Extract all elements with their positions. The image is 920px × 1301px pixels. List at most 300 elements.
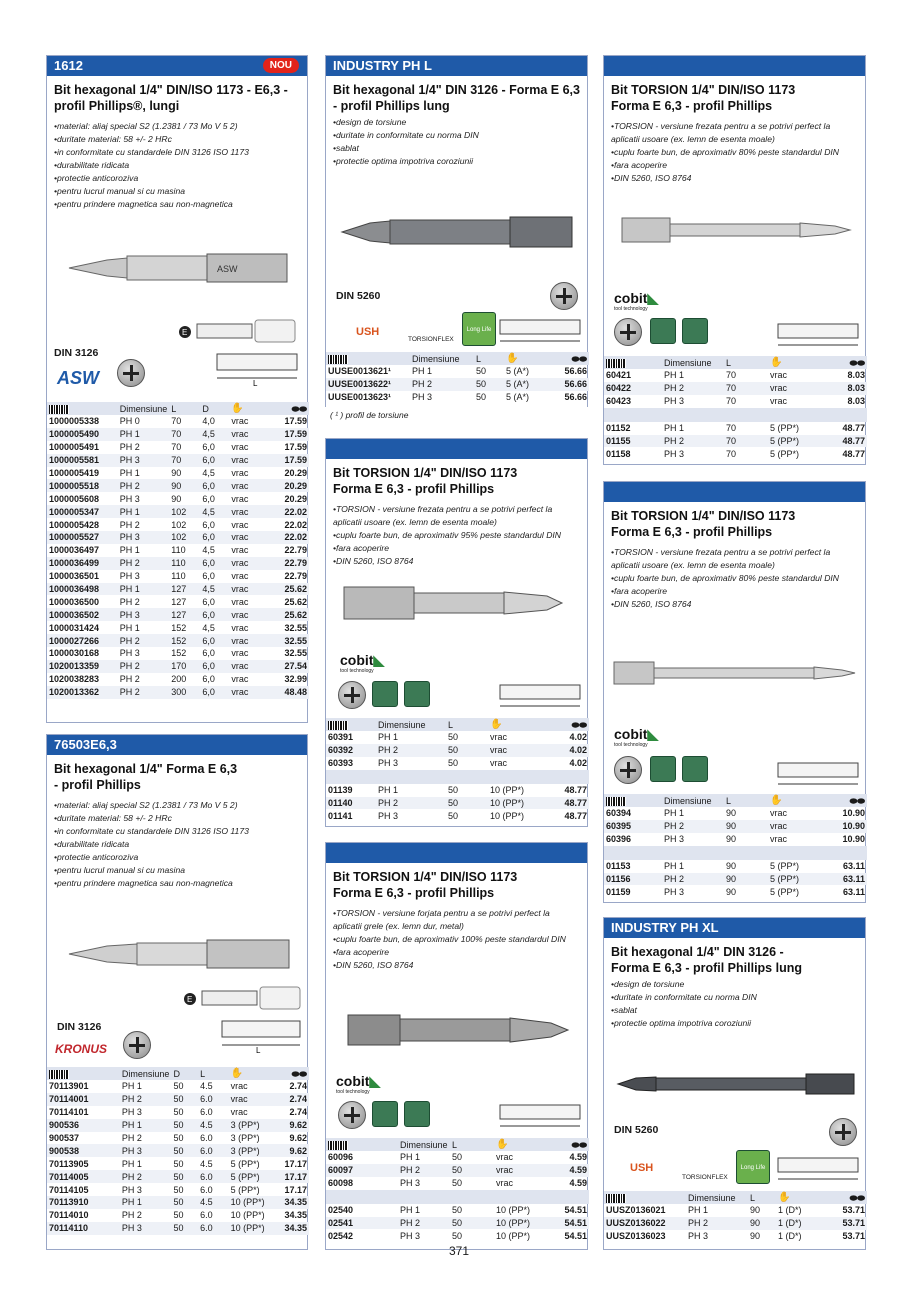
col-length: L [724, 356, 768, 369]
table-row [604, 422, 867, 435]
product-code: 60396 [606, 834, 632, 845]
product-code: 02542 [328, 1230, 354, 1241]
table-body [326, 365, 589, 404]
feature-item: • design de torsiune [611, 978, 858, 991]
table-row [47, 1144, 309, 1157]
product-card-torsion-70 [603, 55, 866, 465]
table-cell: PH 1 [118, 583, 170, 596]
table-cell: 127 [169, 583, 200, 596]
price: 53.71 [842, 1231, 865, 1242]
din-standard: DIN 5260 [336, 290, 381, 302]
price: 2.74 [289, 1107, 307, 1118]
price: 25.62 [284, 596, 307, 607]
table-cell: 50 [173, 1184, 184, 1195]
table-header [326, 1138, 589, 1151]
price: 2.74 [289, 1081, 307, 1092]
table-cell: 3 (PP*) [229, 1144, 271, 1157]
table-cell: 4,0 [202, 416, 215, 427]
table-cell: 5 (PP*) [768, 435, 830, 448]
price: 48.77 [830, 435, 867, 448]
col-length: L [198, 1067, 229, 1080]
col-dimension: Dimensiune [662, 794, 724, 807]
price: 10.90 [842, 808, 865, 819]
col-diameter: D [200, 402, 229, 415]
table-cell: 5 (PP*) [230, 1184, 260, 1195]
cobit-flag-icon: ◣ [647, 726, 659, 742]
product-title: Bit hexagonal 1/4" DIN/ISO 1173 - E6,3 - profil Phillips®, lungi [54, 83, 288, 113]
table-cell: 50 [171, 1196, 198, 1209]
price: 4.59 [552, 1164, 589, 1177]
product-code: UUSE0013623¹ [328, 392, 392, 403]
table-body [604, 1204, 867, 1243]
table-cell: PH 3 [118, 454, 170, 467]
table-cell: PH 1 [400, 1152, 421, 1163]
hand-icon: ✋ [768, 794, 830, 807]
product-code: 01156 [604, 873, 662, 886]
col-dimension: Dimensiune [410, 352, 474, 365]
product-code: 1020013359 [47, 660, 118, 673]
table-cell: vrac [229, 454, 266, 467]
col-dimension: Dimensiune [686, 1191, 748, 1204]
table-cell: 5 (A*) [504, 378, 548, 391]
table-cell: 6,0 [200, 660, 229, 673]
table-cell: PH 2 [119, 442, 140, 453]
cobit-name: cobit [336, 1073, 370, 1089]
table-cell: PH 3 [664, 886, 685, 897]
table-cell: PH 3 [120, 1222, 172, 1235]
table-cell: 50 [171, 1093, 198, 1106]
table-cell: 70 [169, 428, 200, 441]
table-cell: PH 1 [121, 1081, 142, 1092]
table-cell: vrac [231, 468, 249, 478]
price: 32.55 [266, 634, 309, 647]
table-body [326, 1151, 589, 1242]
product-code: 1000036497 [49, 545, 100, 556]
table-cell: 4.5 [200, 1158, 213, 1169]
table-cell: 90 [726, 886, 737, 897]
table-row [47, 1093, 309, 1106]
bit-image [612, 660, 857, 686]
hand-icon: ✋ [229, 1067, 271, 1080]
table-cell: PH 3 [664, 448, 685, 459]
table-separator [604, 846, 867, 860]
table-cell: 4,5 [200, 428, 229, 441]
product-code: 70113910 [47, 1196, 120, 1209]
col-dimension: Dimensiune [398, 1138, 450, 1151]
table-cell: 6.0 [198, 1222, 229, 1235]
product-card-industry-ph-l [325, 55, 588, 420]
price: 34.35 [284, 1210, 307, 1221]
table-cell: 50 [446, 744, 488, 757]
table-cell: 200 [171, 674, 187, 685]
table-cell: PH 1 [400, 1205, 421, 1216]
table-cell: 10 (PP*) [496, 1230, 531, 1241]
feature-item: • protectie optima impotriva coroziunii [611, 1017, 858, 1030]
table-cell: PH 1 [118, 505, 170, 518]
product-code: 01152 [606, 423, 631, 434]
price: 4.59 [569, 1178, 587, 1189]
table-cell: 50 [171, 1119, 198, 1132]
price: 48.77 [564, 785, 587, 796]
feature-item: • duritate material: 58 +/- 2 HRc [54, 812, 300, 825]
price: 32.55 [284, 622, 307, 633]
product-code: UUSZ0136022 [604, 1217, 686, 1230]
table-cell: PH 3 [121, 1184, 142, 1195]
product-card-industry-ph-xl [603, 917, 866, 1250]
feature-list [604, 120, 865, 185]
table-cell: vrac [229, 608, 266, 621]
table-cell: 10 (PP*) [230, 1210, 265, 1221]
price-table [326, 352, 589, 404]
price: 17.59 [266, 428, 309, 441]
cobit-flag-icon: ◣ [369, 1073, 381, 1089]
forged-icon [404, 1101, 430, 1127]
cnc-icon [682, 756, 708, 782]
product-title: Bit TORSION 1/4" DIN/ISO 1173 Forma E 6,3 - profil Phillips [611, 83, 796, 113]
table-cell: 6,0 [200, 479, 229, 492]
table-cell: 50 [448, 810, 459, 821]
product-code: 01139 [328, 785, 353, 796]
table-row [47, 686, 309, 699]
table-cell: 70 [724, 435, 768, 448]
product-code: 1000005527 [47, 531, 118, 544]
hand-icon: ✋ [768, 356, 830, 369]
table-cell: 6,0 [202, 674, 215, 685]
price: 48.77 [546, 797, 589, 810]
ush-logo: USH [356, 326, 380, 338]
table-row [47, 479, 309, 492]
table-cell: PH 2 [686, 1217, 748, 1230]
product-card-torsion-50a [325, 438, 588, 827]
bit-image [67, 935, 292, 973]
table-cell: PH 1 [412, 366, 433, 377]
price: 4.59 [569, 1152, 587, 1163]
table-row [47, 454, 309, 467]
table-cell: 6,0 [200, 634, 229, 647]
feature-list [47, 120, 307, 211]
price: 17.17 [284, 1158, 307, 1169]
table-cell: vrac [229, 686, 266, 699]
table-cell: 90 [750, 1205, 761, 1216]
hand-icon: ✋ [488, 718, 546, 731]
table-cell: vrac [496, 1178, 514, 1189]
table-row [47, 647, 309, 660]
product-code: 1000005608 [49, 493, 100, 504]
product-title: Bit hexagonal 1/4" DIN 3126 - Forma E 6,3 - profil Phillips lung [333, 83, 580, 113]
cobit-logo [614, 726, 658, 743]
table-cell: vrac [231, 596, 249, 607]
table-cell: 6.0 [198, 1144, 229, 1157]
product-code: 60392 [326, 744, 376, 757]
dimension-diagram [776, 757, 861, 789]
table-cell: 90 [724, 873, 768, 886]
price: 27.54 [266, 660, 309, 673]
table-row [326, 1229, 589, 1242]
price: 53.71 [842, 1205, 865, 1216]
table-row [47, 1196, 309, 1209]
product-code: 1000036502 [47, 608, 118, 621]
table-cell: PH 3 [664, 834, 685, 845]
table-cell: 5 (PP*) [770, 423, 800, 434]
price-table [604, 794, 867, 898]
price: 34.35 [270, 1222, 309, 1235]
table-cell: vrac [230, 1107, 248, 1118]
table-cell: 4,5 [202, 622, 215, 633]
product-code: 70114010 [49, 1210, 89, 1221]
din-standard: DIN 3126 [57, 1021, 102, 1033]
table-cell: 50 [173, 1107, 184, 1118]
price: 22.02 [266, 505, 309, 518]
cobit-subtitle: tool technology [340, 668, 374, 674]
feature-list [326, 503, 587, 568]
table-cell: vrac [768, 382, 830, 395]
price: 32.55 [284, 648, 307, 659]
table-cell: PH 1 [119, 545, 140, 556]
svg-text:ASW: ASW [217, 264, 238, 274]
product-code: 1000005338 [49, 416, 100, 427]
feature-item: • cuplu foarte bun, de aproximativ 100% peste standardul DIN [333, 933, 580, 946]
table-row [604, 1204, 867, 1217]
table-cell: PH 2 [119, 596, 140, 607]
product-code: 60393 [328, 758, 354, 769]
feature-item: • DIN 5260, ISO 8764 [333, 959, 580, 972]
table-row [47, 531, 309, 544]
table-cell: 4,5 [200, 505, 229, 518]
table-cell: 6.0 [200, 1133, 213, 1143]
feature-list [326, 907, 587, 972]
table-header [47, 1067, 309, 1080]
feature-item: • durabilitate ridicata [54, 159, 300, 172]
price: 56.66 [564, 366, 587, 377]
table-cell: vrac [490, 732, 508, 743]
price: 9.62 [289, 1133, 307, 1143]
table-cell: 50 [476, 392, 487, 403]
price-table [604, 356, 867, 460]
table-cell: PH 3 [119, 493, 140, 504]
table-cell: 5 (PP*) [230, 1158, 260, 1169]
table-cell: PH 1 [664, 423, 685, 434]
table-row [326, 784, 589, 797]
product-code: 1000005518 [47, 479, 118, 492]
table-cell: 1 (D*) [778, 1231, 802, 1242]
product-code: 01155 [604, 435, 662, 448]
bit-image [342, 583, 564, 623]
product-code: 1000036501 [49, 571, 100, 582]
product-card-torsion-90 [603, 481, 866, 903]
product-code: 1000036500 [49, 596, 100, 607]
table-header [604, 794, 867, 807]
table-cell: vrac [770, 370, 788, 381]
table-cell: 6.0 [198, 1170, 229, 1183]
feature-list [326, 116, 587, 168]
cnc-icon [404, 681, 430, 707]
cobit-flag-icon: ◣ [647, 290, 659, 306]
table-separator [604, 408, 867, 422]
price: 9.62 [270, 1144, 309, 1157]
product-code: 02541 [326, 1217, 398, 1230]
table-cell: vrac [229, 660, 266, 673]
feature-item: • in conformitate cu standardele DIN 3126 ISO 1173 [54, 146, 300, 159]
table-cell: vrac [231, 674, 249, 685]
price: 48.77 [564, 810, 587, 821]
product-code: 70114101 [49, 1107, 89, 1118]
table-row [47, 1080, 309, 1093]
table-row [326, 1217, 589, 1230]
product-code: 60423 [606, 396, 632, 407]
table-row [47, 608, 309, 621]
table-row [604, 382, 867, 395]
feature-item: • protectie anticoroziva [54, 851, 300, 864]
table-header [326, 718, 589, 731]
table-header [326, 352, 589, 365]
product-code: 60395 [604, 820, 662, 833]
table-cell: 6.0 [200, 1184, 213, 1195]
dimension-diagram [498, 679, 583, 711]
coins-icon: ⬬⬬ [270, 1067, 309, 1080]
table-cell: 50 [173, 1081, 184, 1092]
torsion-icon [650, 318, 676, 344]
table-cell: 127 [171, 596, 187, 607]
price-table [47, 1067, 309, 1235]
card-header [326, 439, 587, 459]
table-cell: 70 [171, 416, 182, 427]
table-cell: 5 (PP*) [768, 873, 830, 886]
card-header [47, 56, 307, 76]
table-cell: PH 3 [412, 392, 433, 403]
table-row [326, 731, 589, 744]
table-header [604, 356, 867, 369]
table-cell: PH 2 [398, 1164, 450, 1177]
table-cell: 70 [726, 370, 737, 381]
table-cell: vrac [231, 519, 249, 530]
hand-icon: ✋ [229, 402, 266, 415]
price-table [326, 718, 589, 822]
feature-item: • sablat [333, 142, 580, 155]
cobit-logo [340, 652, 384, 669]
table-cell: PH 2 [410, 378, 474, 391]
col-length: L [748, 1191, 776, 1204]
table-cell: 50 [448, 758, 459, 769]
table-cell: 6,0 [202, 493, 215, 504]
price: 4.02 [546, 744, 589, 757]
table-cell: vrac [229, 479, 266, 492]
table-cell: PH 1 [664, 808, 685, 819]
table-cell: 70 [171, 442, 182, 453]
table-cell: PH 1 [664, 370, 685, 381]
feature-item: • fara acoperire [611, 159, 858, 172]
table-cell: 102 [169, 531, 200, 544]
product-code: 01159 [606, 886, 631, 897]
table-cell: 90 [169, 479, 200, 492]
table-cell: 110 [171, 545, 186, 556]
product-code: 70114001 [47, 1093, 120, 1106]
table-cell: PH 1 [118, 428, 170, 441]
table-cell: PH 2 [119, 674, 140, 685]
coins-icon: ⬬⬬ [830, 356, 867, 369]
product-code: 1000005581 [47, 454, 118, 467]
table-cell: PH 2 [121, 1210, 142, 1221]
table-cell: PH 1 [121, 1158, 142, 1169]
price: 10.90 [830, 820, 867, 833]
table-cell: PH 2 [118, 479, 170, 492]
table-cell: 50 [476, 366, 487, 377]
table-row [47, 1222, 309, 1235]
table-cell: PH 3 [664, 396, 685, 407]
feature-list [604, 978, 865, 1030]
hand-icon: ✋ [504, 352, 548, 365]
table-cell: PH 2 [120, 1093, 172, 1106]
product-code: UUSZ0136021 [606, 1205, 666, 1216]
table-row [326, 1151, 589, 1164]
table-cell: 6.0 [200, 1107, 213, 1118]
table-row [47, 1157, 309, 1170]
feature-item: • duritate in conformitate cu norma DIN [611, 991, 858, 1004]
table-cell: 50 [173, 1158, 184, 1169]
price: 2.74 [270, 1093, 309, 1106]
dimension-diagram [498, 314, 583, 346]
table-cell: PH 0 [119, 416, 140, 427]
table-cell: vrac [231, 571, 249, 582]
price: 17.17 [270, 1170, 309, 1183]
product-code: 900538 [47, 1144, 120, 1157]
table-row [47, 570, 309, 583]
table-cell: vrac [496, 1152, 514, 1163]
table-cell: PH 2 [121, 1133, 142, 1143]
table-cell: 50 [448, 732, 459, 743]
table-cell: 1 (D*) [776, 1217, 826, 1230]
dimension-diagram [776, 1152, 861, 1184]
table-cell: 70 [169, 454, 200, 467]
phillips-icon [614, 318, 642, 346]
table-row [604, 873, 867, 886]
price: 25.62 [266, 583, 309, 596]
product-code: UUSE0013622¹ [326, 378, 410, 391]
table-cell: vrac [770, 396, 788, 407]
product-code: 01141 [328, 810, 353, 821]
product-code: 01153 [606, 861, 631, 872]
bit-image [620, 216, 852, 244]
card-header [326, 56, 587, 76]
table-row [47, 1170, 309, 1183]
table-cell: vrac [229, 583, 266, 596]
feature-item: • pentru lucrul manual si cu masina [54, 185, 300, 198]
barcode-icon [49, 405, 69, 414]
feature-item: • material: aliaj special S2 (1.2381 / 73 Mo V 5 2) [54, 120, 300, 133]
table-row [326, 757, 589, 770]
table-row [47, 467, 309, 480]
table-cell: 90 [750, 1231, 761, 1242]
table-row [47, 1183, 309, 1196]
table-cell: PH 3 [400, 1230, 421, 1241]
feature-item: • cuplu foarte bun, de aproximativ 80% peste standardul DIN [611, 572, 858, 585]
table-cell: 6.0 [200, 1210, 213, 1221]
phillips-icon [338, 681, 366, 709]
table-body [47, 415, 309, 699]
feature-item: • design de torsiune [333, 116, 580, 129]
product-code: 01140 [326, 797, 376, 810]
phillips-icon [123, 1031, 151, 1059]
product-code: 70114105 [49, 1184, 89, 1195]
header-code: INDUSTRY PH XL [611, 920, 719, 935]
table-cell: 10 (PP*) [490, 785, 525, 796]
table-cell: PH 3 [118, 608, 170, 621]
table-row [47, 673, 309, 686]
table-cell: vrac [494, 1164, 552, 1177]
barcode-icon [606, 797, 626, 806]
table-cell: 50 [448, 785, 459, 796]
price: 4.02 [569, 758, 587, 769]
feature-item: • fara acoperire [333, 946, 580, 959]
